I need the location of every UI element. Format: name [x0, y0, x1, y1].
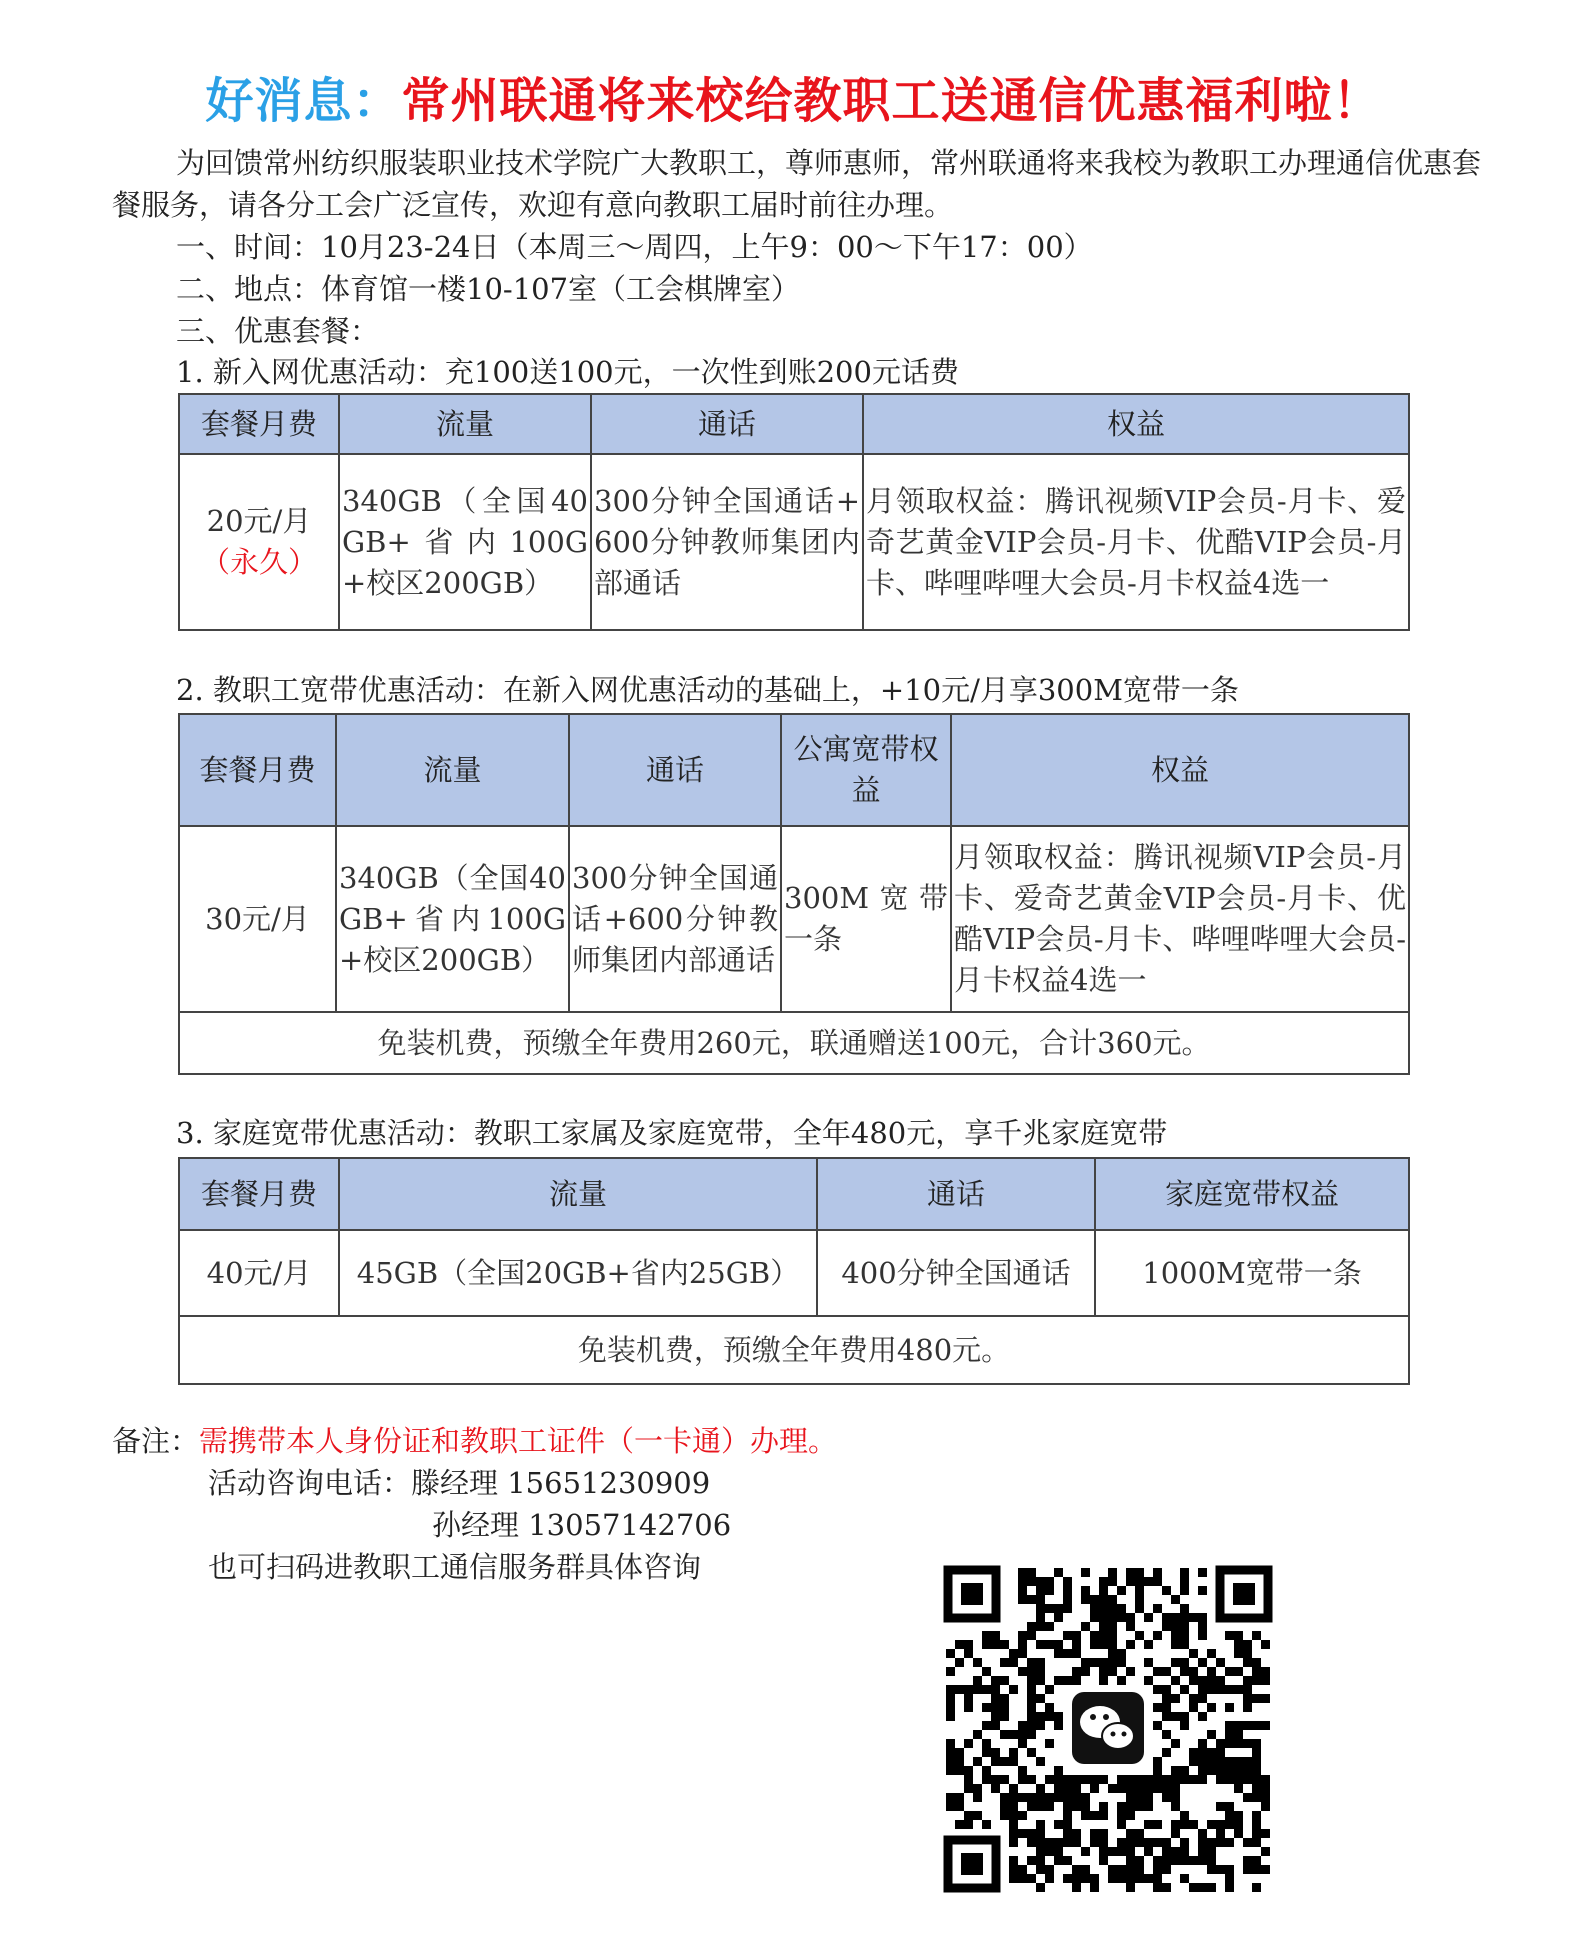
section3-heading: 3. 家庭宽带优惠活动：教职工家属及家庭宽带，全年480元，享千兆家庭宽带 — [176, 1116, 1168, 1150]
call-cell: 300分钟全国通话+600分钟教师集团内部通话 — [591, 454, 863, 630]
title-main: 常州联通将来校给教职工送通信优惠福利啦！ — [401, 73, 1382, 129]
table-header: 通话 — [591, 394, 863, 454]
section2-table — [178, 713, 1410, 1075]
data-cell: 340GB（全国40GB+省内100G+校区200GB） — [336, 826, 569, 1012]
page-title — [0, 66, 1587, 136]
notes-section — [112, 1420, 837, 1588]
table-header: 家庭宽带权益 — [1095, 1158, 1409, 1230]
broadband-cell: 1000M宽带一条 — [1095, 1230, 1409, 1316]
table-header: 通话 — [817, 1158, 1095, 1230]
benefits-cell: 月领取权益：腾讯视频VIP会员-月卡、爱奇艺黄金VIP会员-月卡、优酷VIP会员-月卡、哔哩哔哩大会员-月卡权益4选一 — [951, 826, 1409, 1012]
table-header: 套餐月费 — [179, 394, 339, 454]
event-time: 一、时间：10月23-24日（本周三～周四，上午9：00～下午17：00） — [176, 230, 1093, 264]
call-cell: 400分钟全国通话 — [817, 1230, 1095, 1316]
fee-cell — [179, 454, 339, 630]
benefits-cell: 月领取权益：腾讯视频VIP会员-月卡、爱奇艺黄金VIP会员-月卡、优酷VIP会员-月卡、哔哩哔哩大会员-月卡权益4选一 — [863, 454, 1409, 630]
call-cell: 300分钟全国通话+600分钟教师集团内部通话 — [569, 826, 781, 1012]
intro-section — [112, 142, 1482, 352]
table-header: 套餐月费 — [179, 1158, 339, 1230]
notes-requirement: 需携带本人身份证和教职工证件（一卡通）办理。 — [199, 1424, 838, 1458]
contact-2: 孙经理 13057142706 — [432, 1508, 732, 1542]
event-place: 二、地点：体育馆一楼10-107室（工会棋牌室） — [176, 272, 801, 306]
section2-heading: 2. 教职工宽带优惠活动：在新入网优惠活动的基础上，+10元/月享300M宽带一条 — [176, 673, 1239, 707]
table-header: 套餐月费 — [179, 714, 336, 826]
fee-cell: 40元/月 — [179, 1230, 339, 1316]
fee-value: 20元/月 — [206, 504, 312, 538]
table-header: 流量 — [339, 394, 591, 454]
title-prefix: 好消息： — [205, 73, 402, 129]
qr-hint: 也可扫码进教职工通信服务群具体咨询 — [208, 1550, 702, 1584]
intro-paragraph: 为回馈常州纺织服装职业技术学院广大教职工，尊师惠师，常州联通将来我校为教职工办理通信优惠套餐服务，请各分工会广泛宣传，欢迎有意向教职工届时前往办理。 — [112, 146, 1482, 222]
table-header: 公寓宽带权益 — [781, 714, 951, 826]
hotline-label: 活动咨询电话： — [208, 1466, 412, 1500]
table-header: 权益 — [951, 714, 1409, 826]
fee-cell: 30元/月 — [179, 826, 336, 1012]
table-header: 流量 — [336, 714, 569, 826]
contact-1: 滕经理 15651230909 — [411, 1466, 711, 1500]
data-cell: 340GB（全国40GB+省内100G+校区200GB） — [339, 454, 591, 630]
section1-heading: 1. 新入网优惠活动：充100送100元，一次性到账200元话费 — [176, 355, 959, 389]
broadband-cell: 300M宽带一条 — [781, 826, 951, 1012]
data-cell: 45GB（全国20GB+省内25GB） — [339, 1230, 817, 1316]
section3-table — [178, 1157, 1410, 1385]
table-header: 权益 — [863, 394, 1409, 454]
fee-note: （永久） — [200, 545, 317, 579]
table-header: 通话 — [569, 714, 781, 826]
section1-table — [178, 393, 1410, 631]
table-header: 流量 — [339, 1158, 817, 1230]
table-footer: 免装机费，预缴全年费用480元。 — [179, 1316, 1409, 1384]
packages-heading: 三、优惠套餐： — [176, 314, 380, 348]
notes-label: 备注： — [112, 1424, 200, 1458]
wechat-qr-code[interactable] — [938, 1560, 1278, 1898]
table-footer: 免装机费，预缴全年费用260元，联通赠送100元，合计360元。 — [179, 1012, 1409, 1074]
